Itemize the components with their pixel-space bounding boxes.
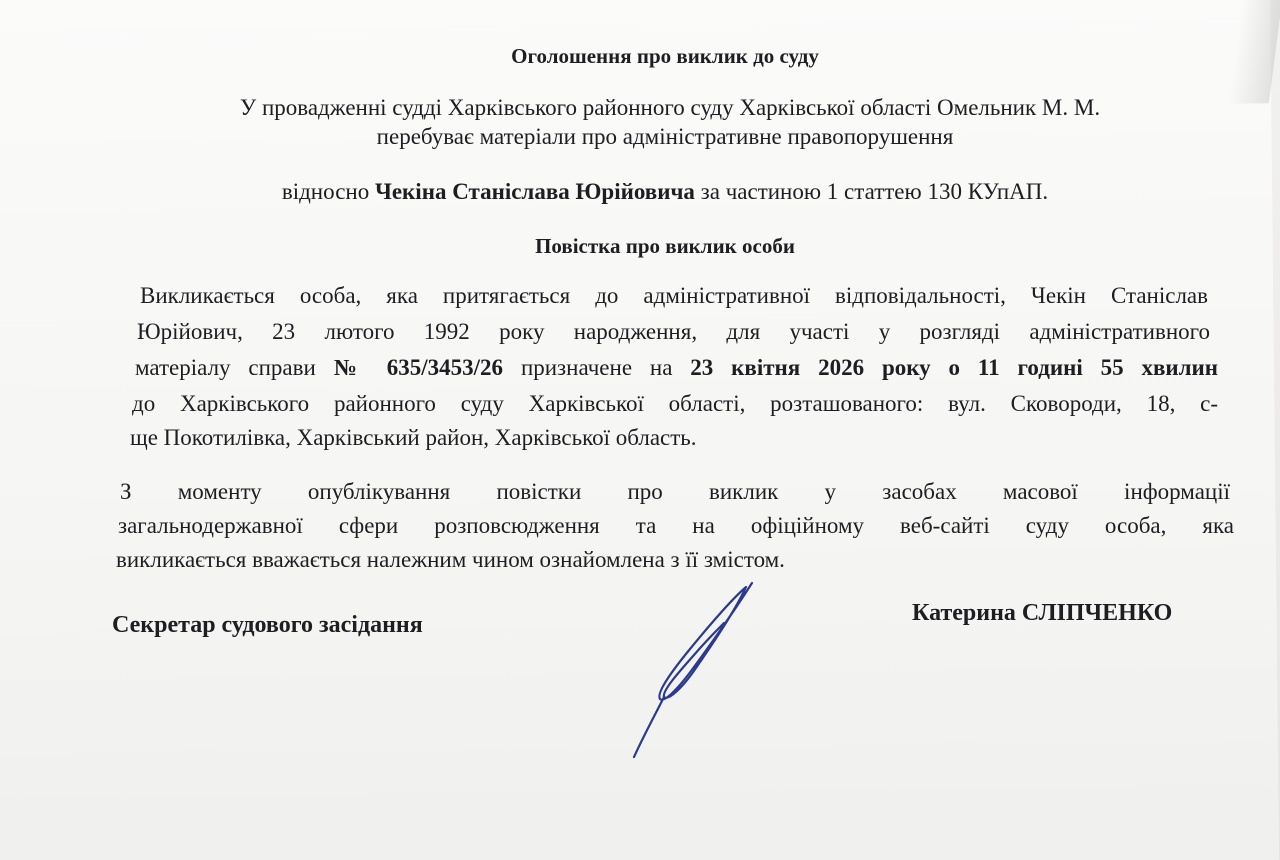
summons-p1-line-1: Викликається особа, яка притягається до адміністративної відповідальності, Чекін Станіслав: [140, 283, 1208, 308]
notice-intro-line-2: перебуває матеріали про адміністративне правопорушення: [376, 124, 954, 149]
subject-suffix: за частиною 1 статтею 130 КУпАП.: [700, 179, 1049, 204]
scheduled-label: призначене на: [520, 355, 673, 380]
summons-p1-line-4: до Харківського районного суду Харківської області, розташованого: вул. Сковороди, 18, с-: [132, 391, 1218, 416]
summons-p2-line-1: З моменту опублікування повістки про виклик у засобах масової інформації: [120, 479, 1230, 504]
notice-title: Оголошення про виклик до суду: [511, 44, 819, 68]
secretary-name: Катерина СЛІПЧЕНКО: [912, 600, 1173, 626]
summons-p2-line-2: загальнодержавної сфери розповсюдження та на офіційному веб-сайті суду особа, яка: [118, 513, 1234, 538]
summons-title: Повістка про виклик особи: [535, 234, 795, 258]
hearing-datetime: 23 квітня 2026 року о 11 годині 55 хвилин: [690, 355, 1219, 380]
summons-p1-line-2: Юрійович, 23 лютого 1992 року народження, для участі у розгляді адміністративного: [137, 319, 1210, 344]
summons-p1-line-3: [135, 354, 1218, 382]
handwritten-signature: [620, 575, 780, 765]
summons-p1-line-5: ще Покотилівка, Харківський район, Харківської область.: [130, 425, 697, 450]
notice-intro-line-1: У провадженні судді Харківського районного суду Харківської області Омельник М. М.: [239, 95, 1101, 120]
case-number: № 635/3453/26: [333, 355, 504, 380]
secretary-role: Секретар судового засідання: [112, 612, 423, 638]
subject-name: Чекіна Станіслава Юрійовича: [374, 179, 695, 204]
summons-p2-line-3: викликається вважається належним чином ознайомлена з її змістом.: [116, 547, 785, 572]
case-label: матеріалу справи: [135, 355, 316, 380]
notice-subject-line: [0, 178, 1280, 206]
subject-prefix: відносно: [281, 179, 370, 204]
